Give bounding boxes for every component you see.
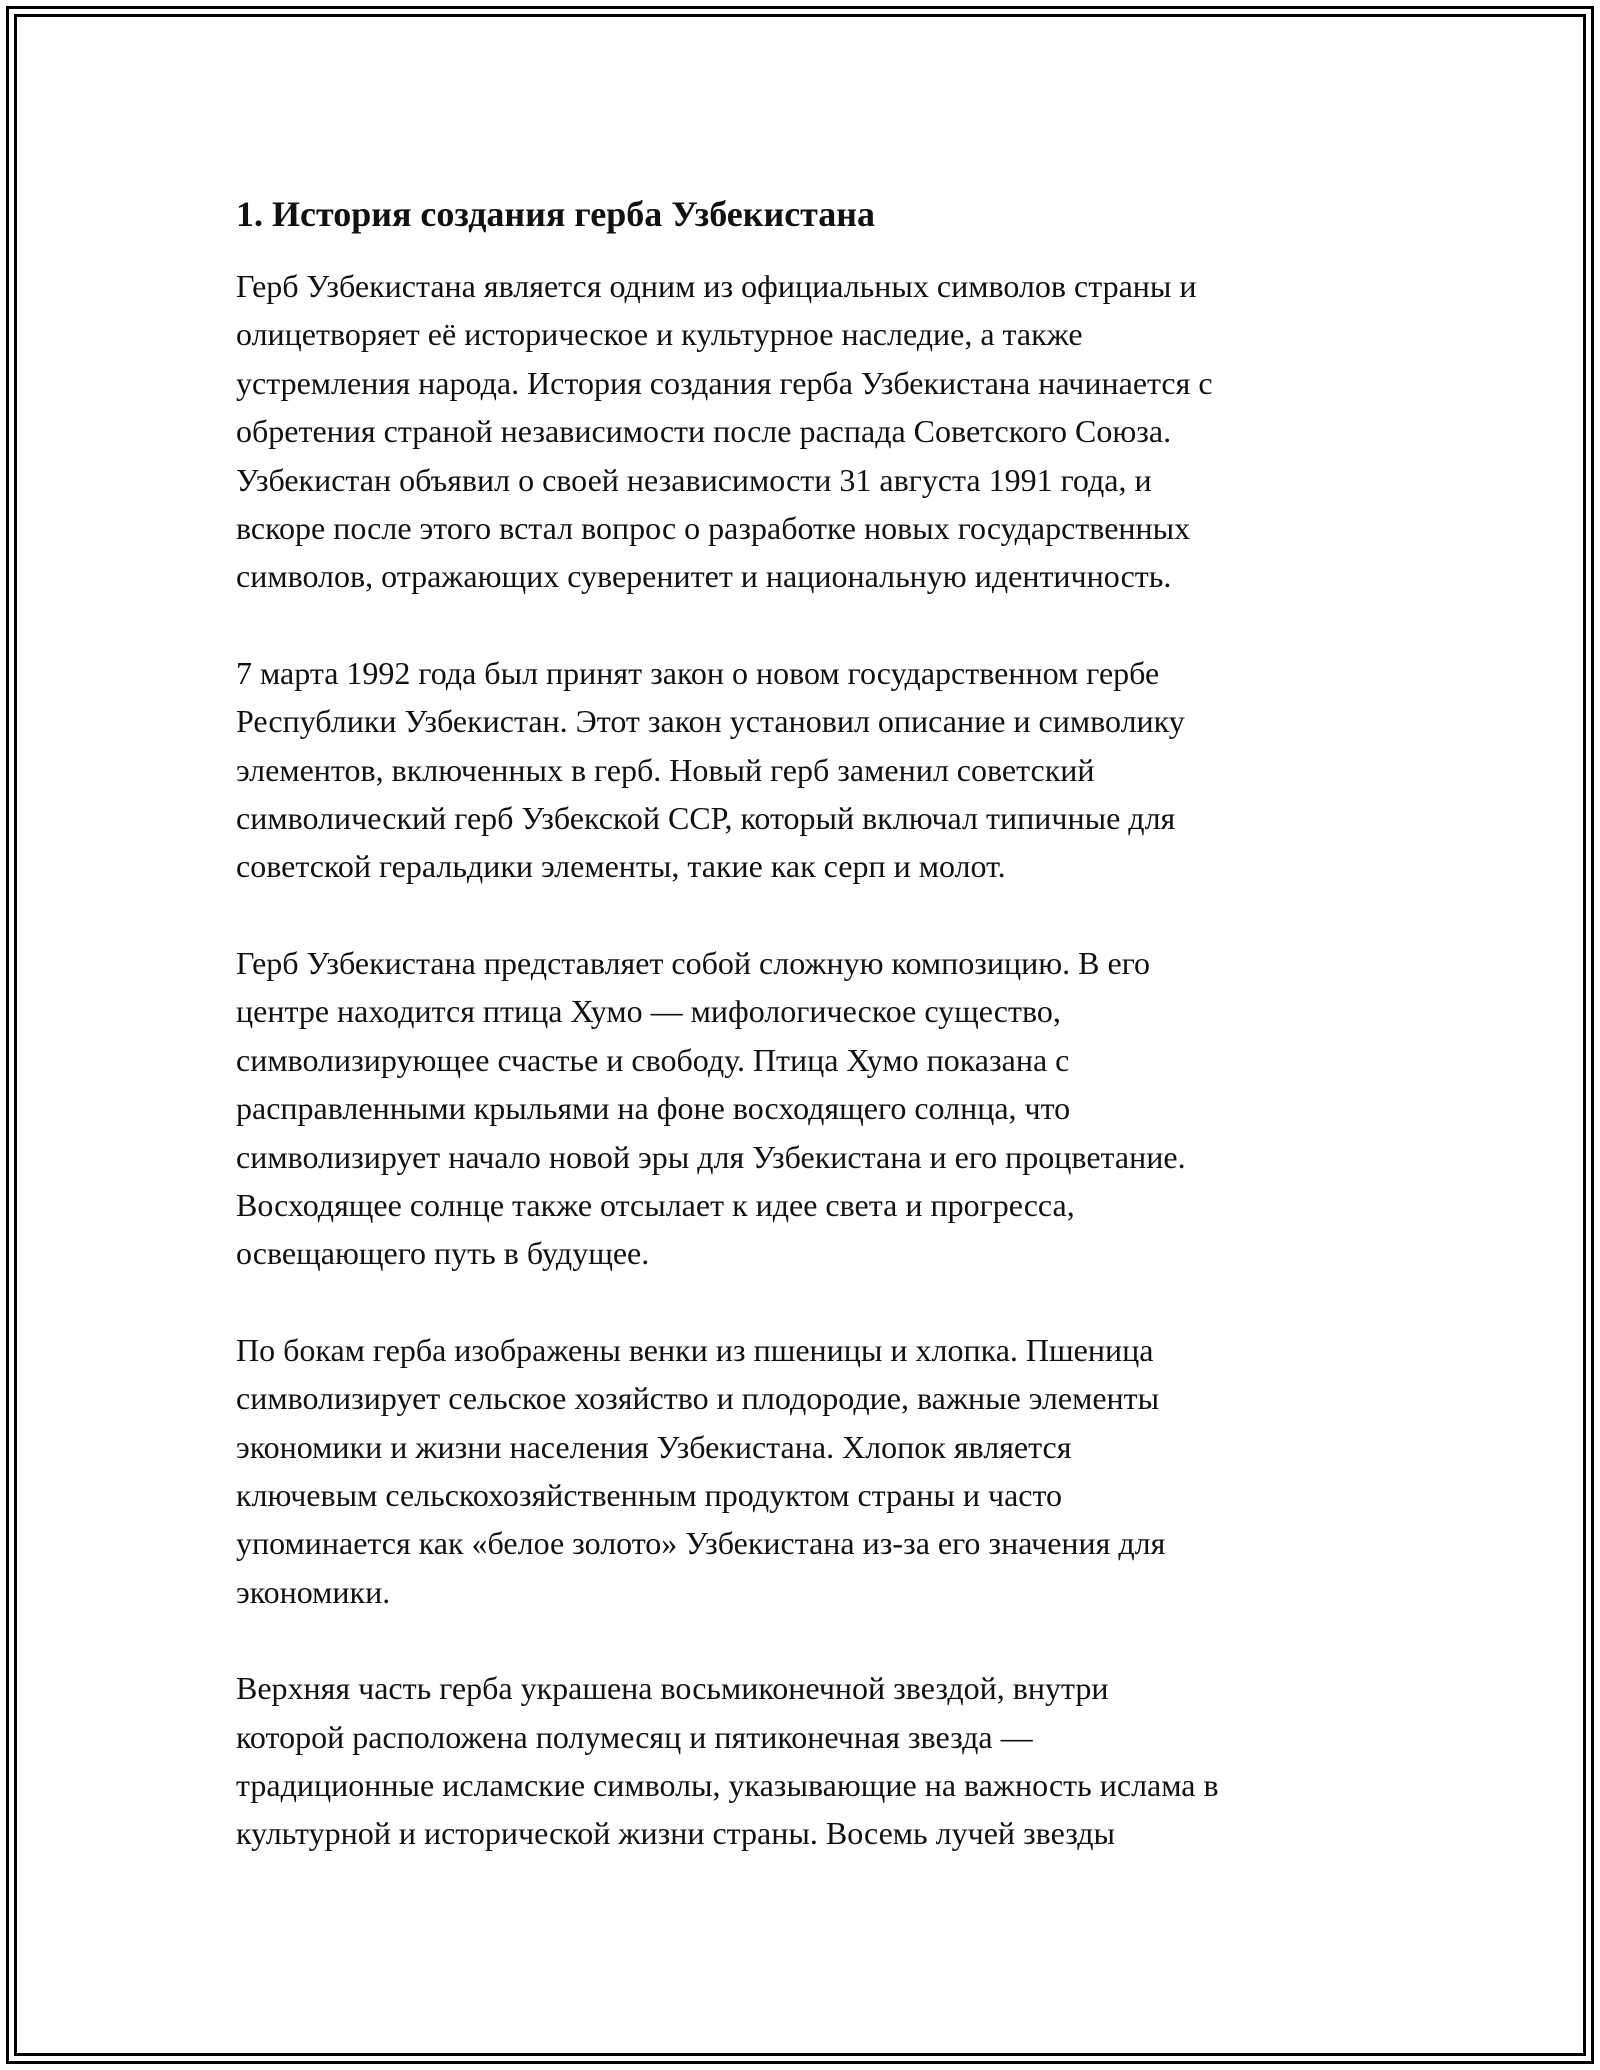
text-line: символизирующее счастье и свободу. Птица Хумо показана с	[236, 1041, 1070, 1078]
paragraph-1	[236, 262, 1376, 601]
text-line: символизирует сельское хозяйство и плодородие, важные элементы	[236, 1380, 1160, 1417]
text-line: освещающего путь в будущее.	[236, 1235, 650, 1272]
text-line: советской геральдики элементы, такие как серп и молот.	[236, 848, 1006, 885]
text-line: расправленными крыльями на фоне восходящего солнца, что	[236, 1090, 1071, 1127]
text-line: устремления народа. История создания герба Узбекистана начинается с	[236, 364, 1213, 401]
text-line: Герб Узбекистана является одним из официальных символов страны и	[236, 268, 1197, 304]
text-line: Верхняя часть герба украшена восьмиконечной звездой, внутри	[236, 1670, 1109, 1707]
text-line: экономики.	[236, 1573, 391, 1610]
text-line: элементов, включенных в герб. Новый герб заменил советский	[236, 751, 1095, 788]
text-line: 7 марта 1992 года был принят закон о новом государственном гербе	[236, 654, 1160, 691]
paragraph-3	[236, 939, 1376, 1278]
text-line: Республики Узбекистан. Этот закон установил описание и символику	[236, 703, 1185, 740]
text-line: которой расположена полумесяц и пятиконечная звезда —	[236, 1718, 1033, 1755]
paragraph-5	[236, 1664, 1376, 1858]
section-heading: 1. История создания герба Узбекистана	[236, 194, 876, 234]
text-line: символический герб Узбекской ССР, который включал типичные для	[236, 800, 1176, 837]
text-line: культурной и исторической жизни страны. Восемь лучей звезды	[236, 1815, 1116, 1852]
text-line: Восходящее солнце также отсылает к идее света и прогресса,	[236, 1186, 1075, 1223]
text-line: вскоре после этого встал вопрос о разработке новых государственных	[236, 510, 1191, 547]
text-line: символов, отражающих суверенитет и национальную идентичность.	[236, 558, 1172, 595]
text-line: экономики и жизни населения Узбекистана. Хлопок является	[236, 1428, 1072, 1465]
text-line: символизирует начало новой эры для Узбекистана и его процветание.	[236, 1138, 1186, 1175]
text-line: Узбекистан объявил о своей независимости 31 августа 1991 года, и	[236, 461, 1152, 498]
text-line: олицетворяет её историческое и культурное наследие, а также	[236, 316, 1083, 353]
text-line: Герб Узбекистана представляет собой сложную композицию. В его	[236, 944, 1151, 981]
document-body	[236, 186, 1376, 1858]
paragraph-4	[236, 1326, 1376, 1616]
text-line: По бокам герба изображены венки из пшеницы и хлопка. Пшеница	[236, 1331, 1154, 1368]
text-line: упоминается как «белое золото» Узбекистана из-за его значения для	[236, 1525, 1166, 1562]
text-line: ключевым сельскохозяйственным продуктом страны и часто	[236, 1476, 1063, 1513]
text-line: центре находится птица Хумо — мифологическое существо,	[236, 993, 1061, 1030]
text-line: традиционные исламские символы, указывающие на важность ислама в	[236, 1766, 1219, 1803]
paragraph-2	[236, 649, 1376, 891]
text-line: обретения страной независимости после распада Советского Союза.	[236, 413, 1172, 450]
